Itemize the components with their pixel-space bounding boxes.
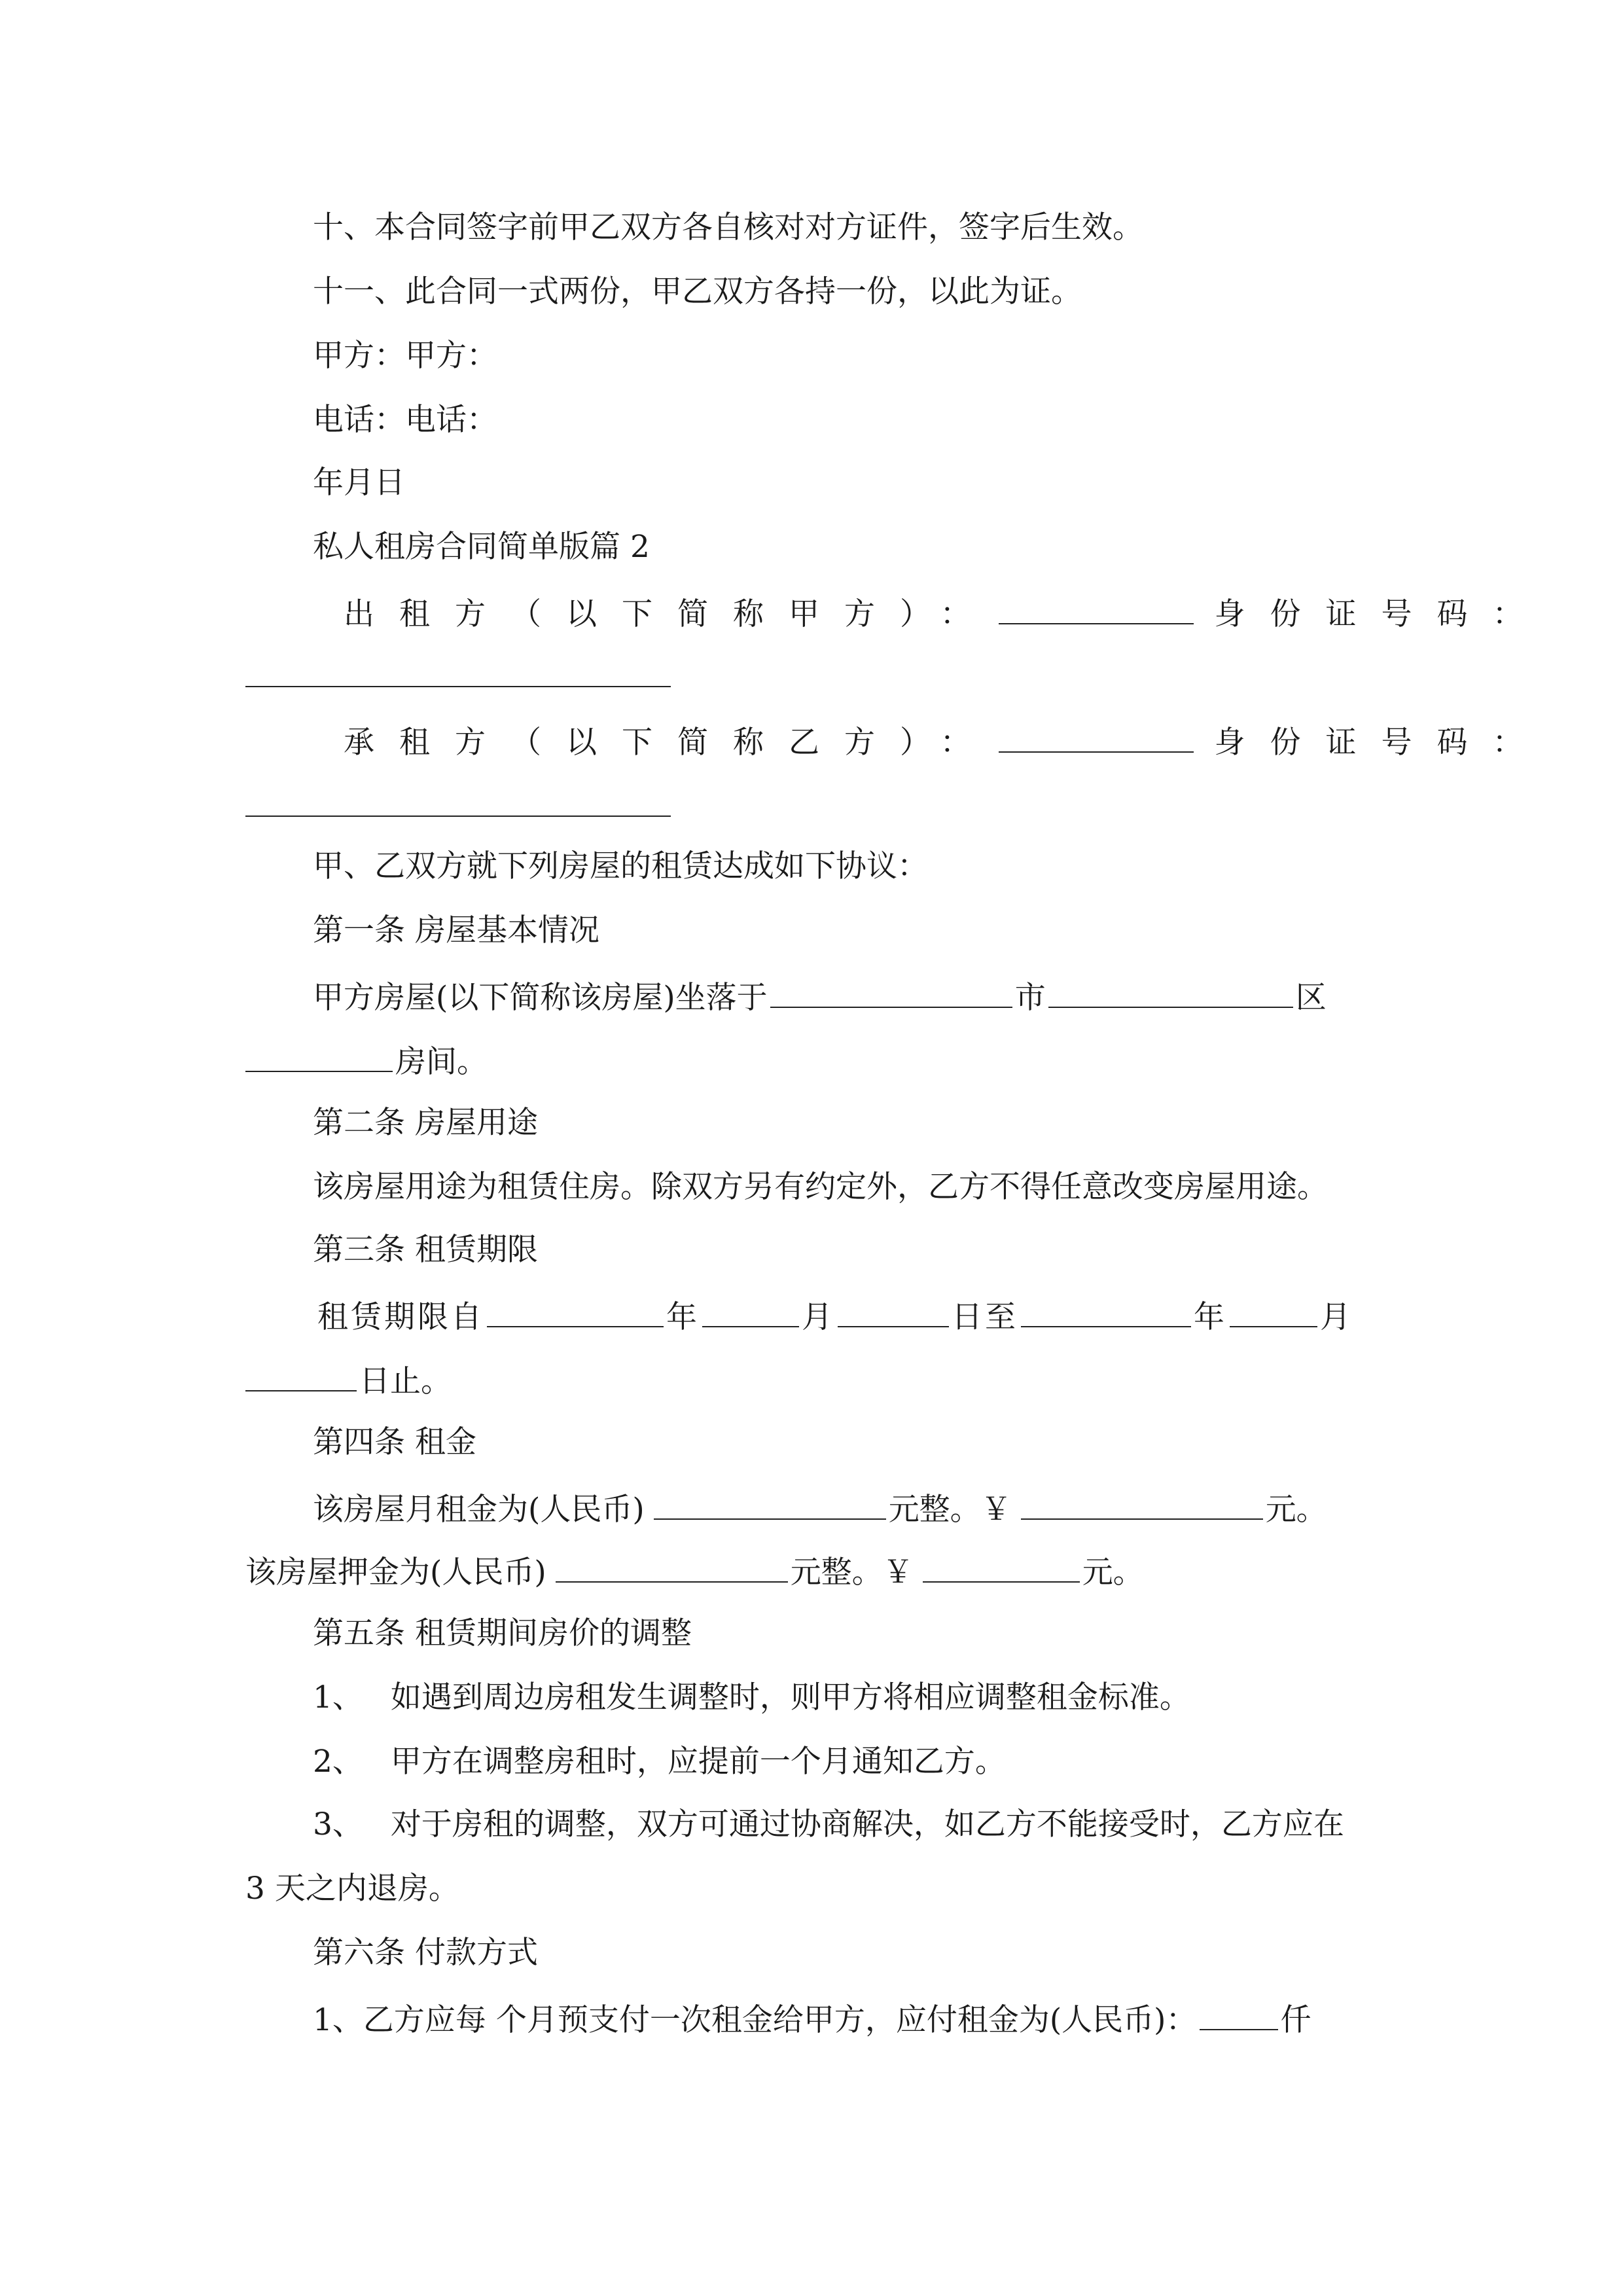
lessee-name-blank[interactable] [999, 720, 1194, 753]
city-blank[interactable] [1048, 975, 1293, 1008]
end-day-blank[interactable] [245, 1359, 357, 1391]
item-text: 如遇到周边房租发生调整时，则甲方将相应调整租金标准。 [390, 1679, 1190, 1715]
article-6-title: 第六条 付款方式 [313, 1935, 538, 1971]
clause-11: 十一、此合同一式两份，甲乙双方各持一份，以此为证。 [313, 274, 1082, 310]
item-number: 2、 [313, 1744, 363, 1780]
lessee-line [344, 720, 1548, 762]
lessor-name-blank[interactable] [999, 592, 1194, 624]
day-to-label: 日至 [952, 1299, 1018, 1335]
clause-10: 十、本合同签字前甲乙双方各自核对对方证件，签字后生效。 [313, 209, 1143, 245]
lessor-label: 出租方（以下简称甲方）： [344, 596, 996, 632]
city-label: 市 [1014, 980, 1046, 1016]
article-2-title: 第二条 房屋用途 [313, 1105, 538, 1141]
lessee-label: 承租方（以下简称乙方）： [344, 725, 996, 761]
id-label-lessee: 身份证号码： [1214, 725, 1548, 761]
lessor-id-blank[interactable] [245, 686, 671, 687]
article-5-item-1 [313, 1678, 1190, 1717]
yuan-label: 元。 [1082, 1554, 1144, 1590]
payment-text: 1、乙方应每 个月预支付一次租金给甲方，应付租金为(人民币)： [313, 2002, 1197, 2038]
start-month-blank[interactable] [702, 1295, 799, 1327]
article-1-location [313, 975, 1327, 1018]
year-label: 年 [666, 1299, 700, 1335]
lessor-line [344, 592, 1548, 634]
payment-unit: 仟 [1280, 2002, 1311, 2038]
deposit-number-blank[interactable] [923, 1550, 1080, 1583]
deposit-words-blank[interactable] [556, 1550, 788, 1583]
article-2-text: 该房屋用途为租赁住房。除双方另有约定外，乙方不得任意改变房屋用途。 [313, 1169, 1328, 1205]
start-day-blank[interactable] [838, 1295, 949, 1327]
yuan-label: 元。 [1265, 1492, 1327, 1528]
monthly-rent-words-blank[interactable] [654, 1487, 886, 1520]
start-year-blank[interactable] [487, 1295, 664, 1327]
room-blank[interactable] [245, 1039, 393, 1072]
article-3-title: 第三条 租赁期限 [313, 1232, 538, 1268]
item-number: 1、 [313, 1679, 363, 1715]
end-year-blank[interactable] [1021, 1295, 1191, 1327]
end-month-blank[interactable] [1230, 1295, 1317, 1327]
monthly-rent-number-blank[interactable] [1021, 1487, 1263, 1520]
monthly-rent-line [313, 1487, 1327, 1530]
article-5-item-3-cont: 3 天之内退房。 [245, 1871, 459, 1907]
location-blank[interactable] [770, 975, 1012, 1008]
monthly-rent-label: 该房屋月租金为(人民币) [313, 1492, 645, 1528]
lessee-id-blank[interactable] [245, 816, 671, 817]
deposit-line [245, 1550, 1144, 1592]
article-4-title: 第四条 租金 [313, 1424, 476, 1460]
article-3-period [317, 1295, 1353, 1337]
item-text: 甲方在调整房租时，应提前一个月通知乙方。 [390, 1744, 1006, 1780]
date-label: 年月日 [313, 465, 405, 501]
month-label: 月 [1320, 1299, 1353, 1335]
phone-label: 电话：电话： [313, 402, 497, 438]
article-5-item-3 [313, 1805, 1344, 1844]
yuan-whole-label: 元整。￥ [790, 1554, 914, 1590]
day-end-label: 日止。 [359, 1363, 452, 1399]
room-label: 房间。 [395, 1044, 488, 1080]
yuan-whole-label: 元整。￥ [888, 1492, 1012, 1528]
item-number: 3、 [313, 1806, 363, 1842]
location-label: 甲方房屋(以下简称该房屋)坐落于 [313, 980, 768, 1016]
year-label: 年 [1194, 1299, 1227, 1335]
article-1-room [245, 1039, 488, 1082]
period-from-label: 租赁期限自 [317, 1299, 484, 1335]
article-5-item-2 [313, 1742, 1006, 1782]
article-1-title: 第一条 房屋基本情况 [313, 912, 599, 948]
article-5-title: 第五条 租赁期间房价的调整 [313, 1615, 692, 1651]
agreement-intro: 甲、乙双方就下列房屋的租赁达成如下协议： [313, 848, 928, 884]
article-3-end [245, 1359, 452, 1401]
month-label: 月 [802, 1299, 835, 1335]
payment-amount-blank[interactable] [1200, 1998, 1278, 2030]
party-a-signature-label: 甲方：甲方： [313, 338, 497, 374]
item-text: 对于房租的调整，双方可通过协商解决，如乙方不能接受时，乙方应在 [390, 1806, 1344, 1842]
id-label-lessor: 身份证号码： [1214, 596, 1548, 632]
deposit-label: 该房屋押金为(人民币) [245, 1554, 546, 1590]
district-label: 区 [1295, 980, 1327, 1016]
section-title: 私人租房合同简单版篇 2 [313, 529, 650, 565]
article-6-item-1 [313, 1998, 1311, 2040]
